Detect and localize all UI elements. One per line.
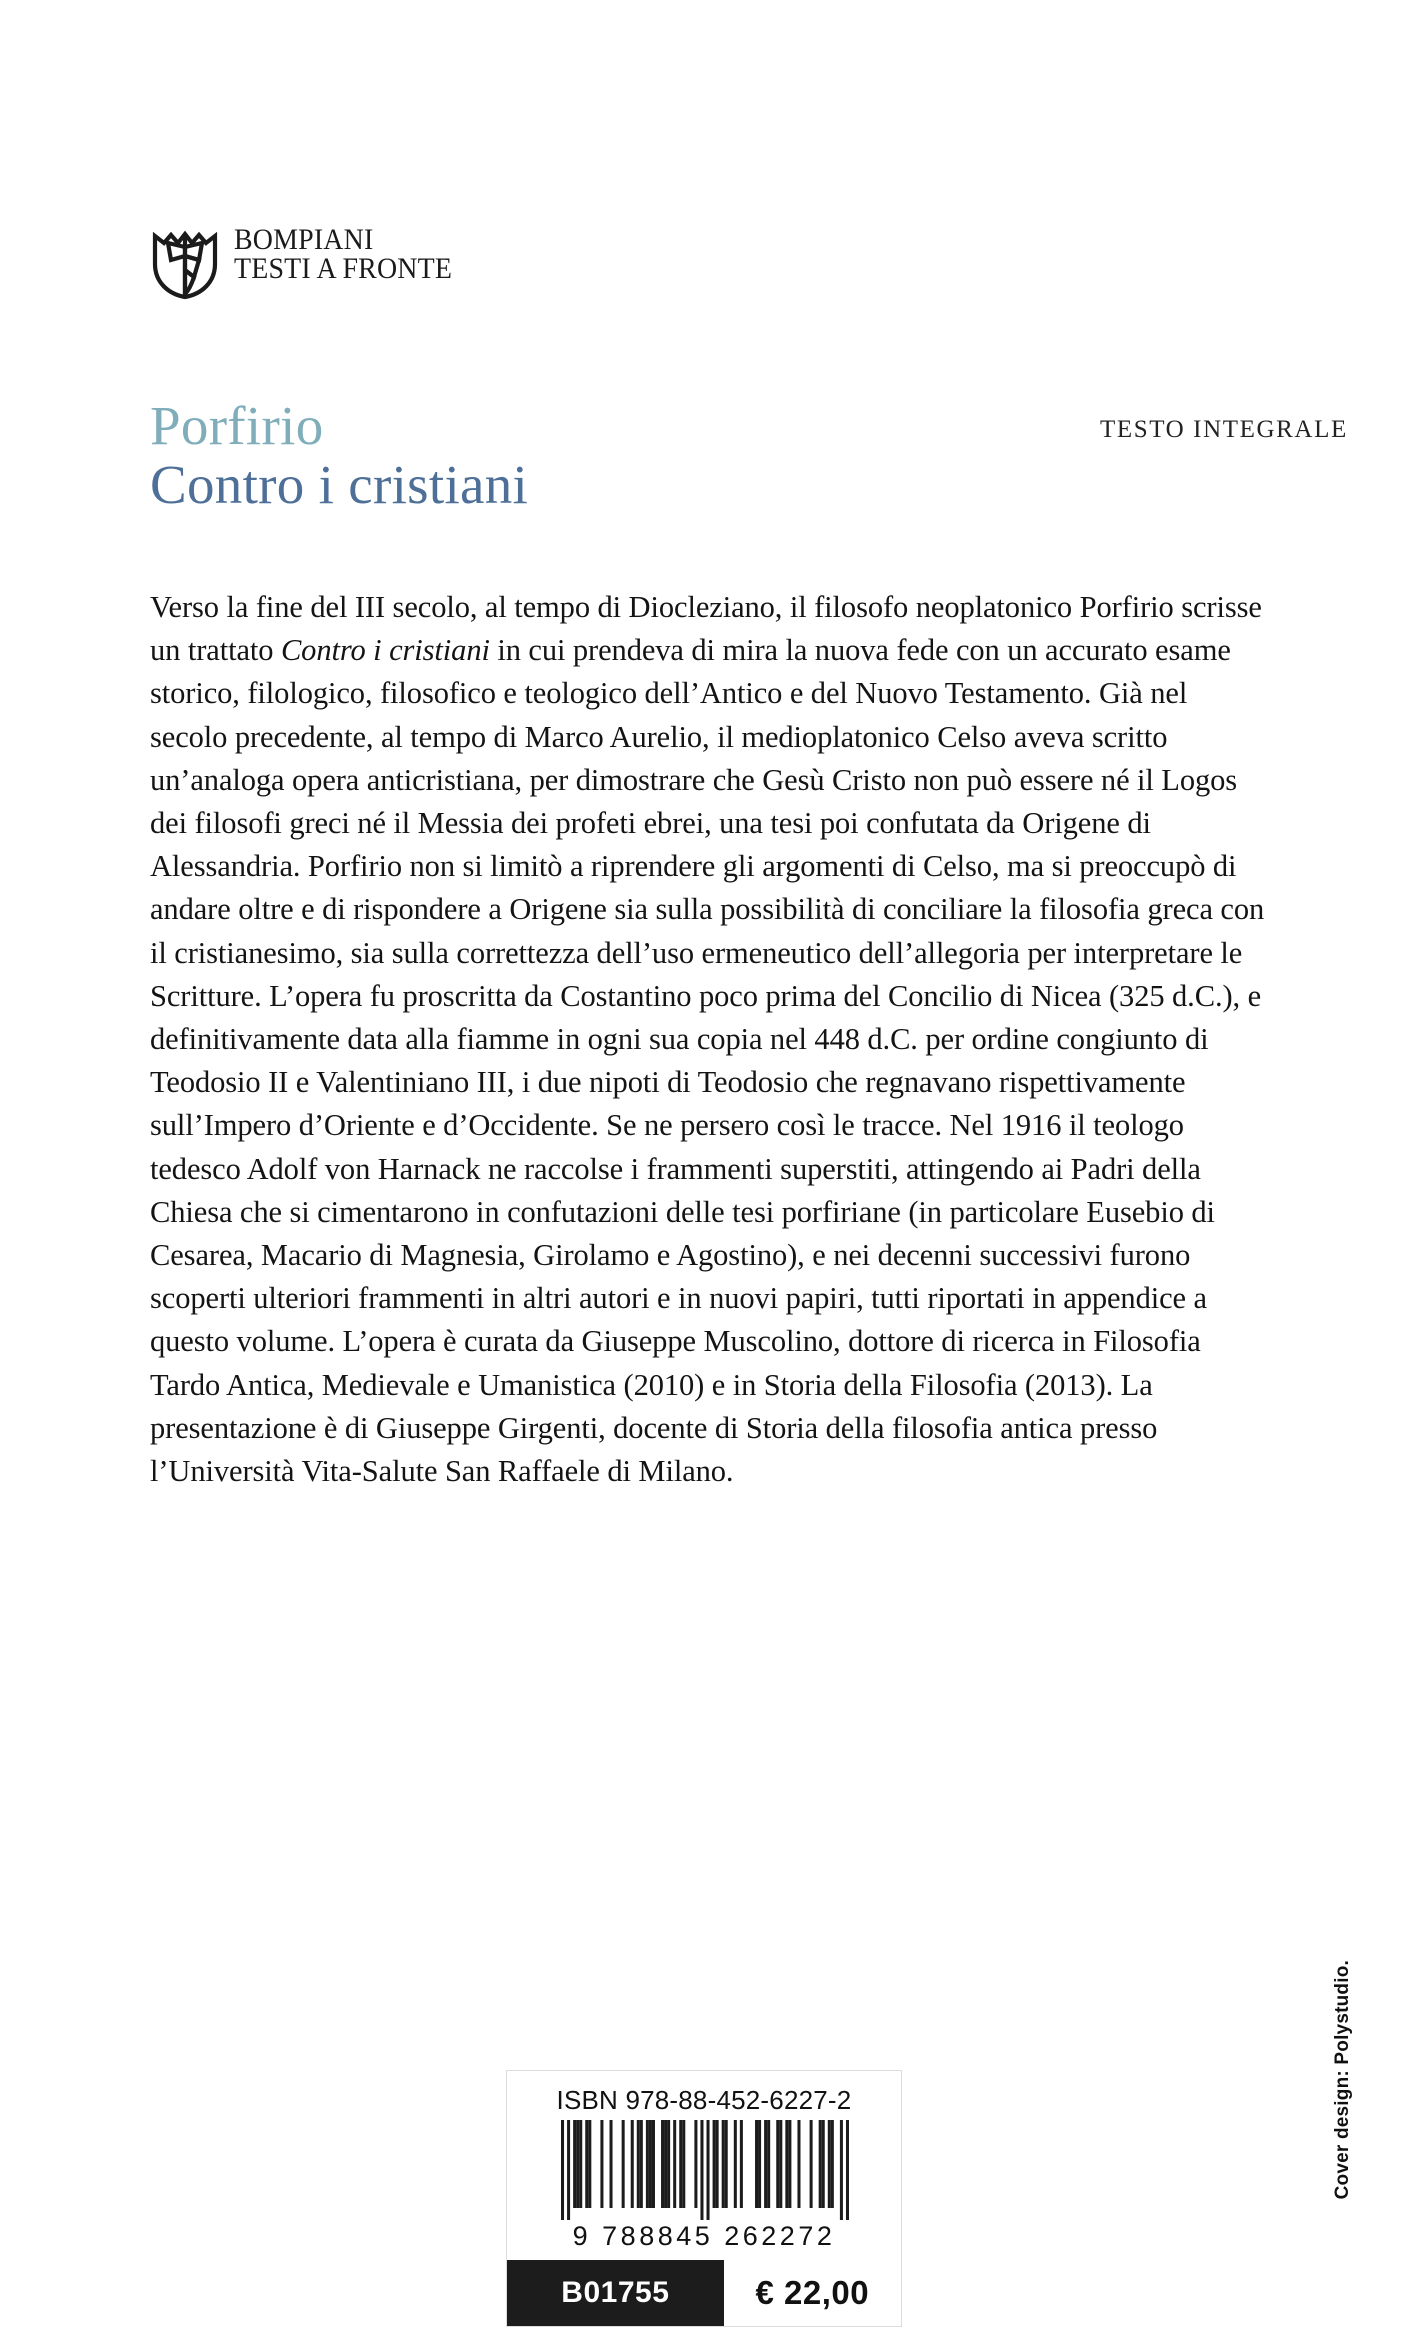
back-cover-blurb — [150, 586, 1268, 1493]
publisher-wordmark — [234, 222, 468, 284]
price-row — [507, 2260, 901, 2326]
book-title: Contro i cristiani — [150, 454, 529, 515]
bompiani-shield-icon — [150, 222, 220, 302]
blurb-part-2: in cui prendeva di mira la nuova fede con un accurato esame storico, filologico, filosofico e teologico dell’Antico e del Nuovo Testamento. Già nel secolo precedente, al tempo di Marco Aurelio, il medioplatonico Celso aveva scritto un’analoga opera anticristiana, per dimostrare che Gesù Cristo non può essere né il Logos dei filosofi greci né il Messia dei profeti ebrei, una tesi poi confutata da Origene di Alessandria. Porfirio non si limitò a riprendere gli argomenti di Celso, ma si preoccupò di andare oltre e di rispondere a Origene sia sulla possibilità di conciliare la filosofia greca con il cristianesimo, sia sulla correttezza dell’uso ermeneutico dell’allegoria per interpretare le Scritture. L’opera fu proscritta da Costantino poco prima del Concilio di Nicea (325 d.C.), e definitivamente data alla fiamme in ogni sua copia nel 448 d.C. per ordine congiunto di Teodosio II e Valentiniano III, i due nipoti di Teodosio che regnavano rispettivamente sull’Impero d’Oriente e d’Occidente. Se ne persero così le tracce. Nel 1916 il teologo tedesco Adolf von Harnack ne raccolse i frammenti superstiti, attingendo ai Padri della Chiesa che si cimentarono in confutazioni delle tesi porfiriane (in particolare Eusebio di Cesarea, Macario di Magnesia, Girolamo e Agostino), e nei decenni successivi furono scoperti ulteriori frammenti in altri autori e in nuovi papiri, tutti riportati in appendice a questo volume. L’opera è curata da Giuseppe Muscolino, dottore di ricerca in Filosofia Tardo Antica, Medievale e Umanistica (2010) e in Storia della Filosofia (2013). La presentazione è di Giuseppe Girgenti, docente di Storia della filosofia antica presso l’Università Vita-Salute San Raffaele di Milano. — [150, 633, 1265, 1489]
publisher-logo — [150, 222, 468, 302]
barcode-bars-icon — [561, 2120, 849, 2220]
blurb-part-1: Verso la fine del III secolo, al tempo di Diocleziano, il filosofo neoplatonico Porfirio scrisse un trattato — [150, 590, 1262, 668]
catalog-code: B01755 — [507, 2260, 724, 2326]
blurb-title-italic: Contro i cristiani — [280, 633, 490, 668]
cover-design-credit: Cover design: Polystudio. — [1332, 1960, 1353, 2200]
price-amount: € 22,00 — [724, 2260, 901, 2326]
isbn-text: ISBN 978-88-452-6227-2 — [556, 2085, 852, 2115]
publisher-name-line2: TESTI A FRONTE — [234, 251, 453, 285]
publisher-name-line1: BOMPIANI — [234, 223, 374, 256]
author-name: Porfirio — [150, 395, 324, 456]
title-block — [150, 395, 1348, 515]
edition-label: TESTO INTEGRALE — [1100, 416, 1348, 443]
barcode-digits: 9 788845 262272 — [572, 2221, 836, 2251]
barcode-panel — [506, 2070, 902, 2327]
